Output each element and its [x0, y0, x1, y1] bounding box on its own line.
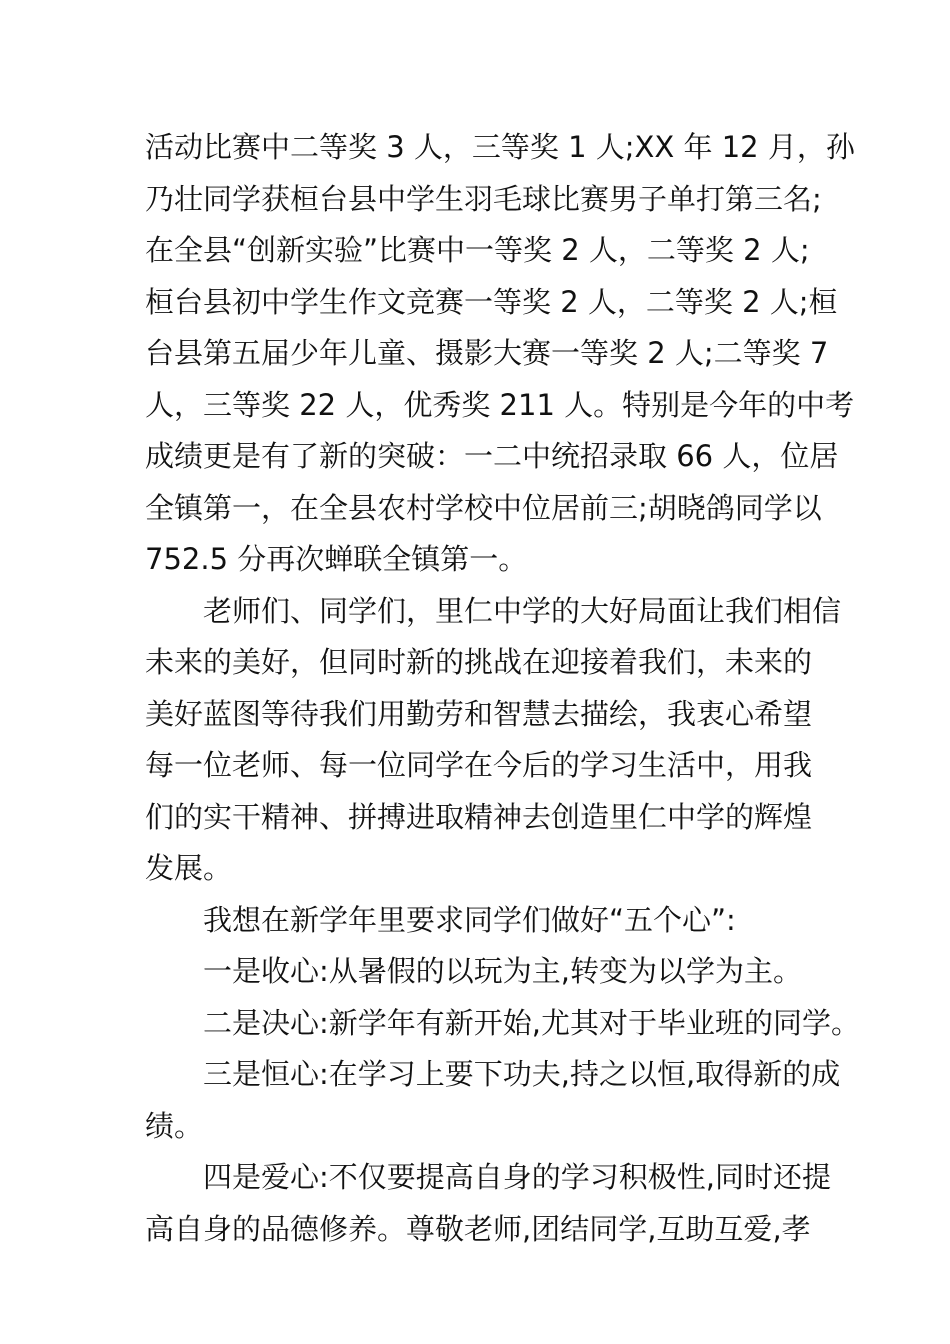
text-line: 成绩更是有了新的突破：一二中统招录取 66 人，位居 — [145, 439, 839, 473]
text-line: 三是恒心:在学习上要下功夫,持之以恒,取得新的成 — [203, 1057, 841, 1091]
text-line: 发展。 — [145, 851, 233, 885]
paragraph-heart-2 — [145, 998, 860, 1050]
text-line: 我想在新学年里要求同学们做好“五个心”: — [203, 902, 736, 937]
document-page — [145, 122, 860, 1255]
text-line: 人，三等奖 22 人，优秀奖 211 人。特别是今年的中考 — [145, 387, 855, 422]
text-line: 老师们、同学们，里仁中学的大好局面让我们相信 — [203, 593, 842, 628]
text-line: 全镇第一，在全县农村学校中位居前三;胡晓鸽同学以 — [145, 490, 822, 525]
paragraph-future — [145, 586, 842, 895]
text-line: 一是收心:从暑假的以玩为主,转变为以学为主。 — [203, 954, 802, 988]
text-line: 们的实干精神、拼搏进取精神去创造里仁中学的辉煌 — [145, 799, 813, 834]
paragraph-heart-1 — [145, 946, 810, 998]
text-line: 在全县“创新实验”比赛中一等奖 2 人，二等奖 2 人; — [145, 233, 810, 267]
text-line: 高自身的品德修养。尊敬老师,团结同学,互助互爱,孝 — [145, 1211, 811, 1246]
text-line: 桓台县初中学生作文竞赛一等奖 2 人，二等奖 2 人;桓 — [145, 284, 838, 319]
text-line: 752.5 分再次蝉联全镇第一。 — [145, 542, 528, 576]
text-line: 每一位老师、每一位同学在今后的学习生活中，用我 — [145, 748, 813, 782]
paragraph-five-hearts-intro — [145, 895, 810, 947]
paragraph-heart-3 — [145, 1049, 841, 1152]
text-line: 二是决心:新学年有新开始,尤其对于毕业班的同学。 — [203, 1005, 860, 1040]
text-line: 美好蓝图等待我们用勤劳和智慧去描绘，我衷心希望 — [145, 696, 813, 731]
text-line: 乃壮同学获桓台县中学生羽毛球比赛男子单打第三名; — [145, 181, 822, 216]
text-line: 绩。 — [145, 1108, 204, 1143]
paragraph-awards — [145, 122, 855, 586]
paragraph-heart-4 — [145, 1152, 831, 1255]
text-line: 活动比赛中二等奖 3 人，三等奖 1 人;XX 年 12 月，孙 — [145, 130, 855, 164]
text-line: 台县第五届少年儿童、摄影大赛一等奖 2 人;二等奖 7 — [145, 336, 829, 370]
text-line: 四是爱心:不仅要提高自身的学习积极性,同时还提 — [203, 1160, 831, 1194]
text-line: 未来的美好，但同时新的挑战在迎接着我们，未来的 — [145, 645, 813, 679]
